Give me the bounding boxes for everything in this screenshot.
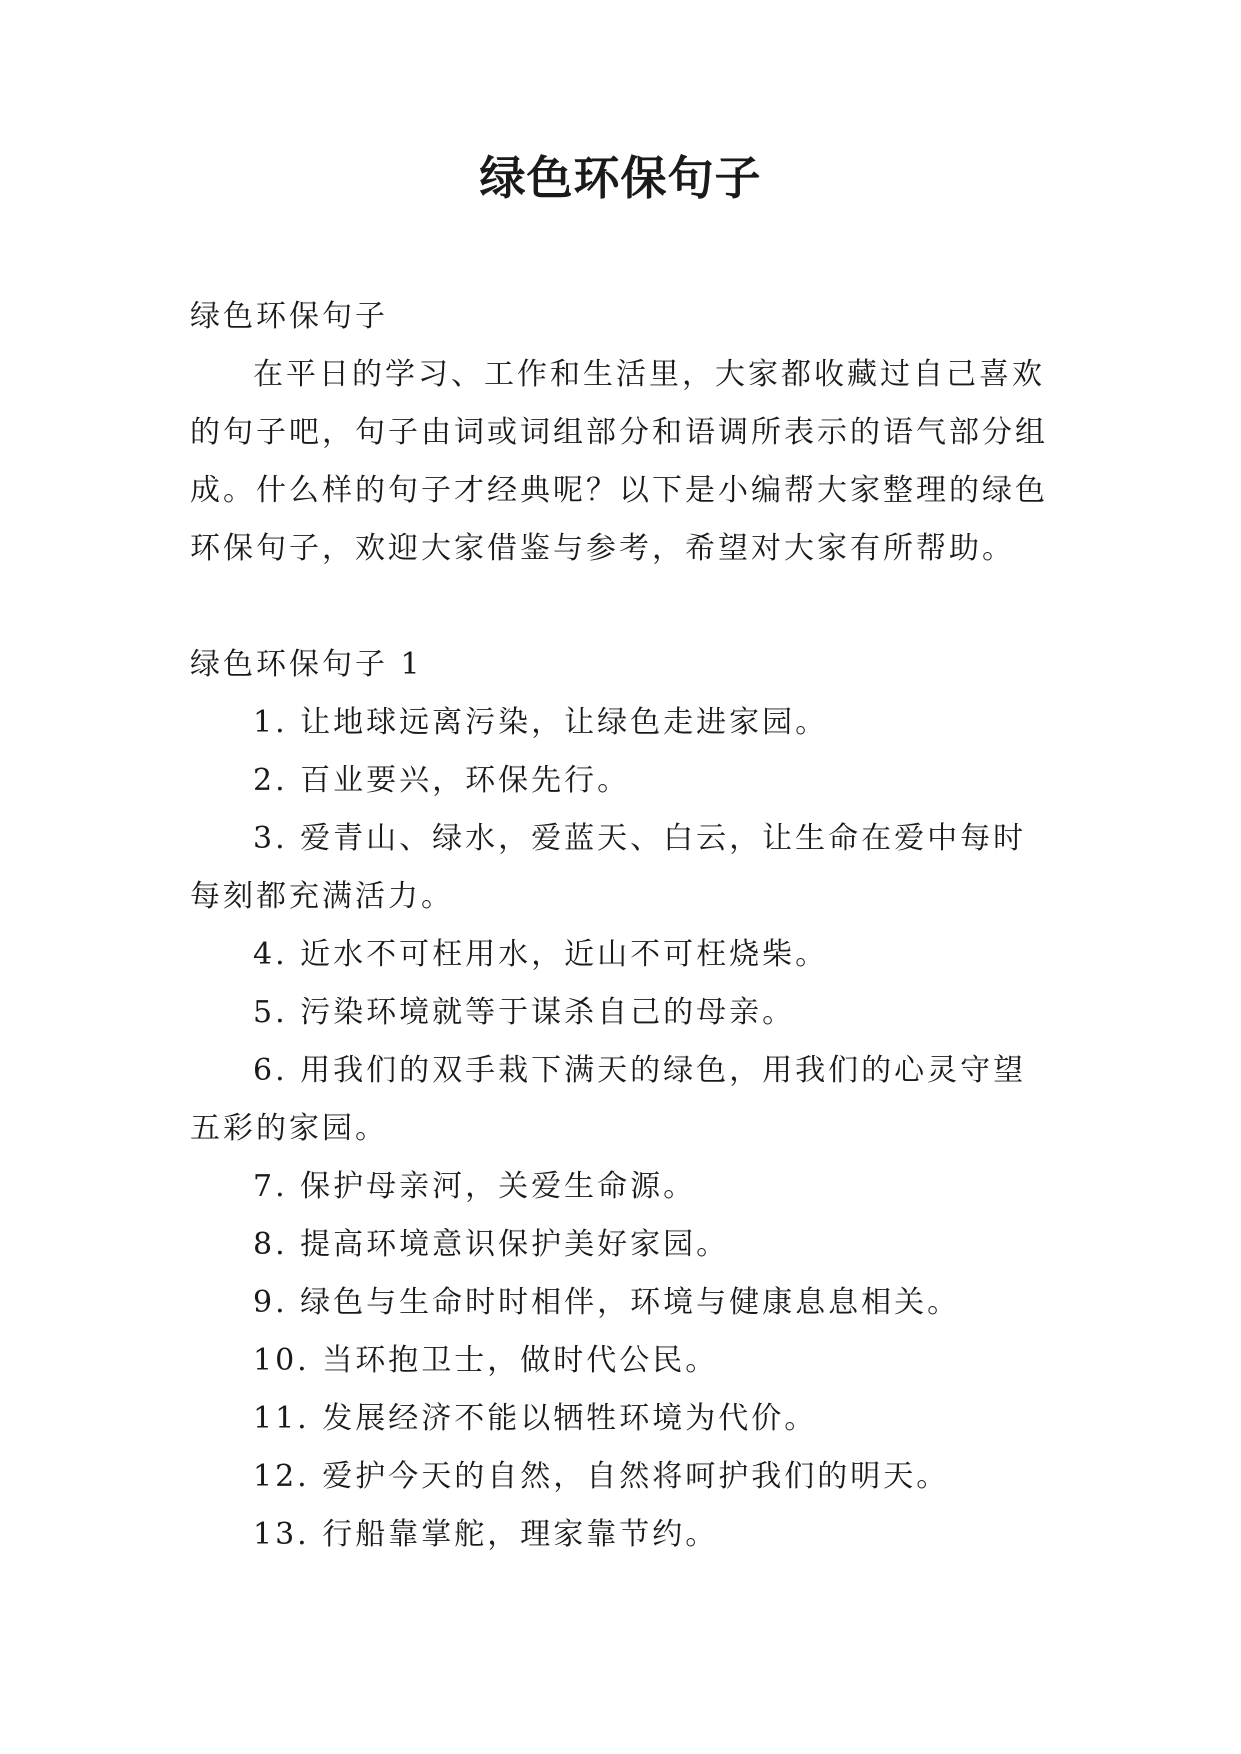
list-item: 4. 近水不可枉用水，近山不可枉烧柴。: [253, 937, 829, 972]
list-item: 10. 当环抱卫士，做时代公民。: [253, 1343, 719, 1378]
document-title: 绿色环保句子: [479, 151, 762, 205]
list-item: 11. 发展经济不能以牺牲环境为代价。: [253, 1401, 818, 1436]
document-body: [190, 288, 1056, 1564]
list-item: 7. 保护母亲河，关爱生命源。: [253, 1169, 697, 1204]
section-heading: 绿色环保句子 1: [190, 647, 423, 682]
list-item: 3. 爱青山、绿水，爱蓝天、白云，让生命在爱中每时每刻都充满活力。: [190, 821, 1027, 914]
list-item: 13. 行船靠掌舵，理家靠节约。: [253, 1517, 719, 1552]
list-item: 5. 污染环境就等于谋杀自己的母亲。: [253, 995, 796, 1030]
list-item: 1. 让地球远离污染，让绿色走进家园。: [253, 705, 829, 740]
list-item: 6. 用我们的双手栽下满天的绿色，用我们的心灵守望五彩的家园。: [190, 1053, 1027, 1146]
list-item: 9. 绿色与生命时时相伴，环境与健康息息相关。: [253, 1285, 961, 1320]
list-item: 2. 百业要兴，环保先行。: [253, 763, 631, 798]
subtitle: 绿色环保句子: [190, 299, 388, 334]
list-item: 12. 爱护今天的自然，自然将呵护我们的明天。: [253, 1459, 950, 1494]
intro-paragraph: 在平日的学习、工作和生活里，大家都收藏过自己喜欢的句子吧，句子由词或词组部分和语调所表示的语气部分组成。什么样的句子才经典呢？以下是小编帮大家整理的绿色环保句子，欢迎大家借鉴与参考，希望对大家有所帮助。: [190, 357, 1048, 566]
list-item: 8. 提高环境意识保护美好家园。: [253, 1227, 730, 1262]
